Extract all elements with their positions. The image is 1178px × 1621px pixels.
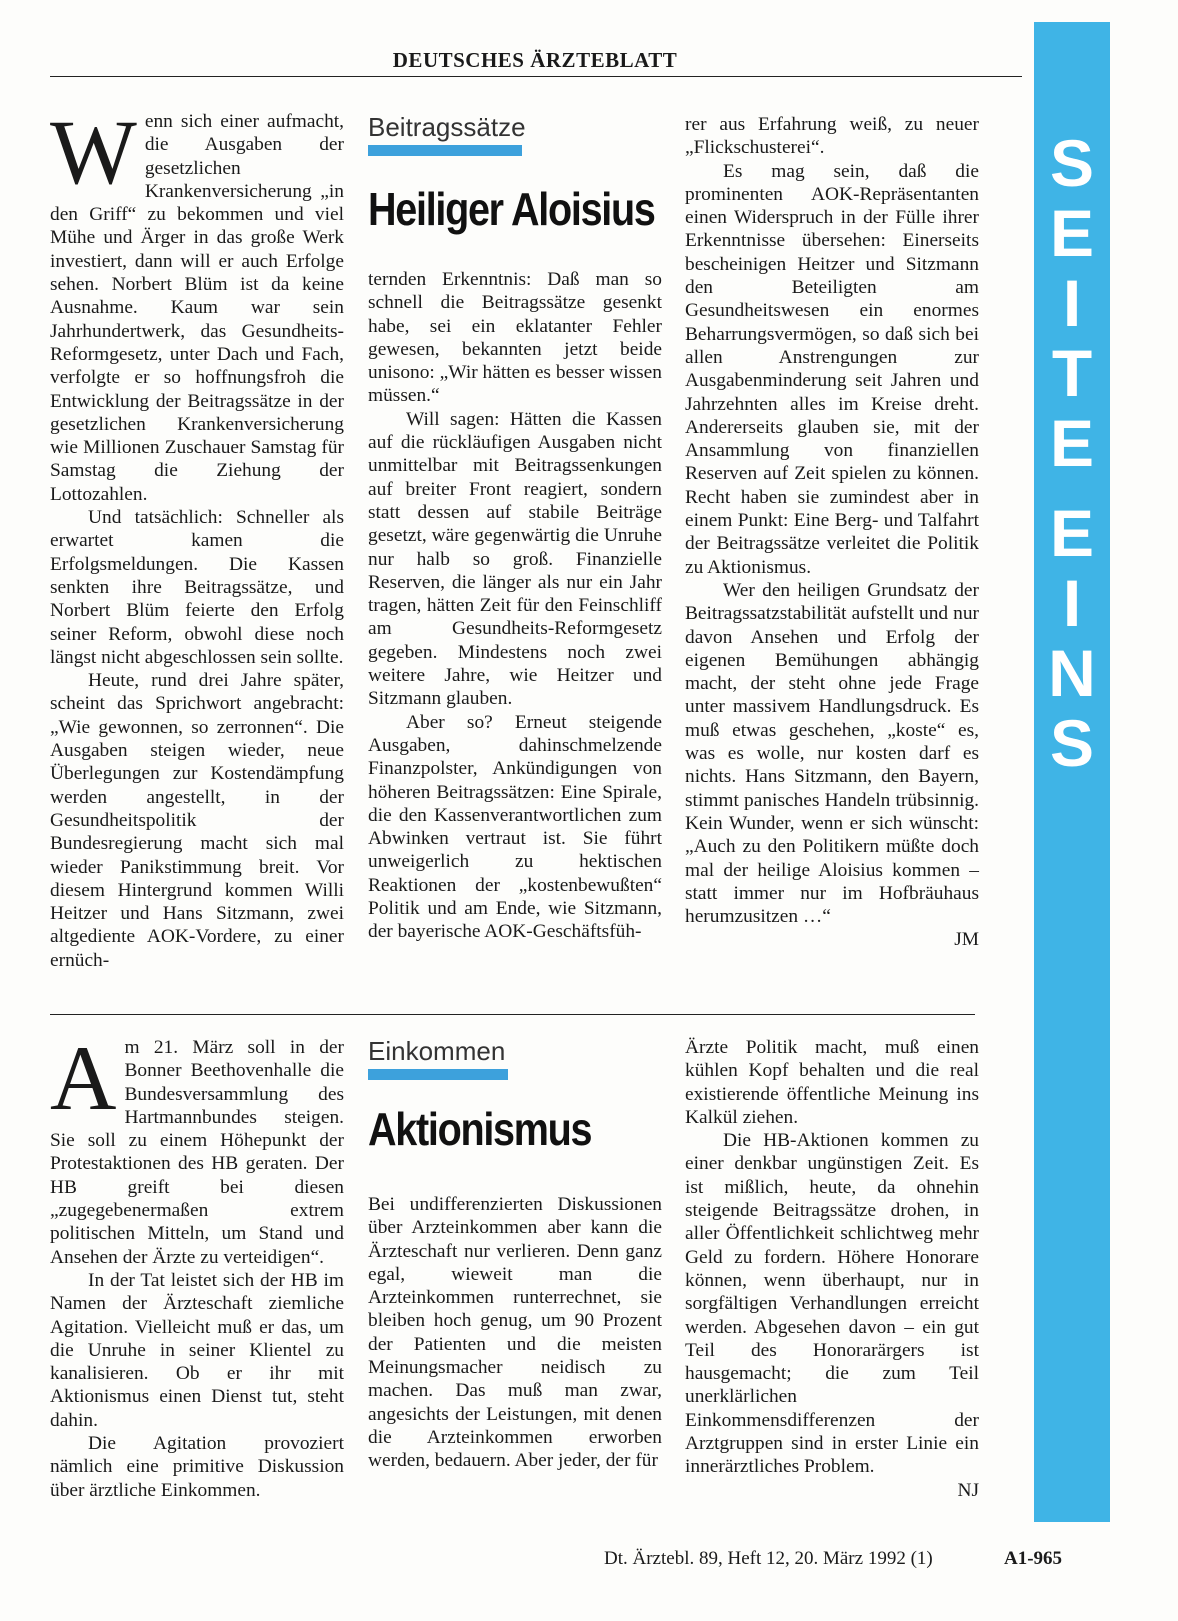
article2-dropcap: A [50, 1027, 117, 1129]
article1-col3-p3: Wer den heiligen Grundsatz der Beitragssatzstabilität aufstellt und nur davon Ansehen und Erfolg der eigenen Bemühungen abhängig macht, der steht ohne jede Frage unter massivem Handlungsdruck. Es muß etwas geschehen, „koste“ es, was es wolle, nur kosten darf es nichts. Hans Sitzmann, den Bayern, stimmt panisches Handeln trübsinnig. Kein Wunder, wenn er sich wünscht: „Auch zu den Politikern müßte doch mal der heilige Aloisius kommen – statt immer nur im Hofbräuhaus herumzusitzen …“ [685, 579, 979, 928]
sidebar-letter: N [1048, 636, 1096, 710]
article2-col2-p1: Bei undifferenzierten Diskussionen über Arzteinkommen aber kann die Ärzteschaft nur verlieren. Denn ganz egal, wieweit man die Arzteinkommen runterrechnet, sie bleiben hoch genug, um 90 Prozent der Patienten und die meisten Meinungsmacher neidisch zu machen. Das muß man zwar, angesichts der Leistungen, mit denen die Arzteinkommen erworben werden, bedauern. Aber jeder, der für [368, 1194, 662, 1472]
article1-column-1 [50, 101, 344, 972]
footer-page-number: A1-965 [1004, 1548, 1063, 1569]
sidebar-letter: E [1049, 196, 1095, 270]
sidebar-letter: E [1049, 406, 1095, 480]
sidebar-letter: E [1049, 496, 1095, 570]
article2-headline: Aktionismus [368, 1103, 592, 1155]
article1-col2-p2: Will sagen: Hätten die Kassen auf die rückläufigen Ausgaben nicht unmittelbar mit Beitragssenkungen auf breiter Front reagiert, sondern statt dessen auf stabile Beiträge gesetzt, wäre gegenwärtig die Unruhe nur halb so groß. Finanzielle Reserven, die länger als nur ein Jahr tragen, hätten Zeit für den Feinschliff am Gesundheits-Reformgesetz gegeben. Mindestens noch zwei weitere Jahre, wie Heitzer und Sitzmann glauben. [368, 408, 662, 710]
seite-eins-sidebar [1034, 22, 1110, 1522]
article2-col1-p2: In der Tat leistet sich der HB im Namen der Ärzteschaft ziemliche Agitation. Vielleicht muß er das, um die Unruhe in seiner Klientel zu kanalisieren. Ob er ihr mit Aktionismus einen Dienst tut, steht dahin. [50, 1269, 344, 1431]
article2-col1-p3: Die Agitation provoziert nämlich eine primitive Diskussion über ärztliche Einkommen. [50, 1433, 344, 1501]
article1-column-3 [685, 113, 979, 952]
article1-signature: JM [954, 929, 979, 951]
sidebar-letter: S [1049, 126, 1095, 200]
article1-col2-p1: ternden Erkenntnis: Daß man so schnell die Beitragssätze gesenkt habe, sei ein eklatanter Fehler gewesen, bekannten jetzt beide unisono: „Wir hätten es besser wissen müssen.“ [368, 269, 662, 407]
footer-citation: Dt. Ärztebl. 89, Heft 12, 20. März 1992 (1) [604, 1548, 933, 1569]
sidebar-letter: S [1049, 706, 1095, 780]
article1-col1-p2: Und tatsächlich: Schneller als erwartet kamen die Erfolgsmeldungen. Die Kassen senkten ihre Beitragssätze, und Norbert Blüm feierte den Erfolg seiner Reform, obwohl diese noch längst nicht abgeschlossen sein sollte. [50, 507, 344, 668]
article2-col1-p1: m 21. März soll in der Bonner Beethovenhalle die Bundesversammlung des Hartmannbundes steigen. Sie soll zu einem Höhepunkt der Protestaktionen des HB geraten. Der HB greift bei diesen „zugegebenermaßen extrem politischen Mitteln, um Stand und Ansehen der Ärzte zu verteidigen“. [50, 1037, 344, 1268]
journal-header: DEUTSCHES ÄRZTEBLATT [392, 48, 678, 72]
article1-col2-p3: Aber so? Erneut steigende Ausgaben, dahinschmelzende Finanzpolster, Ankündigungen von höheren Beitragssätzen: Eine Spirale, die den Kassenverantwortlichen zum Abwinken vertraut ist. Sie führt unweigerlich zu hektischen Reaktionen der „kostenbewußten“ Politik und am Ende, wie Sitzmann, der bayerische AOK-Geschäftsfüh- [368, 711, 662, 943]
article1-headline: Heiliger Aloisius [368, 183, 655, 235]
article2-col3-p1: Ärzte Politik macht, muß einen kühlen Kopf behalten und die real existierende öffentliche Meinung ins Kalkül ziehen. [685, 1037, 979, 1128]
article2-kicker: Einkommen [368, 1036, 506, 1066]
article2-col3-p2: Die HB-Aktionen kommen zu einer denkbar ungünstigen Zeit. Es ist mißlich, heute, da ohnehin steigende Beitragssätze drohen, in aller Öffentlichkeit schlichtweg mehr Geld zu fordern. Höhere Honorare können, wenn überhaupt, nur in sorgfältigen Verhandlungen erreicht werden. Abgesehen davon – ein gut Teil des Honorarärgers ist hausgemacht; die zum Teil unerklärlichen Einkommensdifferenzen der Arztgruppen sind in erster Linie ein innerärztliches Problem. [685, 1130, 979, 1478]
article2-kicker-bar [368, 1069, 508, 1080]
sidebar-letter: I [1062, 266, 1082, 340]
article1-col1-p3: Heute, rund drei Jahre später, scheint das Sprichwort angebracht: „Wie gewonnen, so zerronnen“. Die Ausgaben steigen wieder, neue Überlegungen zur Kostendämpfung werden angestellt, in der Gesundheitspolitik der Bundesregierung macht sich mal wieder Panikstimmung breit. Vor diesem Hintergrund kommen Willi Heitzer und Hans Sitzmann, zwei altgediente AOK-Vordere, zu einer ernüch- [50, 670, 344, 971]
article2-column-2 [368, 1193, 662, 1473]
article1-column-2 [368, 268, 662, 944]
article1-col1-p1: enn sich einer aufmacht, die Ausgaben der gesetzlichen Krankenversicherung „in den Griff“ zu bekommen und viel Mühe und Ärger in das große Werk investiert, dann will er auch Erfolge sehen. Norbert Blüm ist da keine Ausnahme. Kaum war sein Jahrhundertwerk, das Gesundheits-Reformgesetz, unter Dach und Fach, verfolgte er so hoffnungsfroh die Entwicklung der Beitragssätze in der gesetzlichen Krankenversicherung wie Millionen Zuschauer Samstag für Samstag die Ziehung der Lottozahlen. [50, 111, 344, 505]
article2-signature: NJ [957, 1479, 979, 1501]
header-rule [50, 76, 1022, 77]
article-divider [50, 1014, 975, 1015]
article1-dropcap: W [50, 101, 137, 203]
article1-kicker: Beitragssätze [368, 112, 526, 142]
article2-column-3 [685, 1036, 979, 1502]
article2-column-1 [50, 1027, 344, 1502]
article1-kicker-bar [368, 145, 522, 156]
article1-col3-p2: Es mag sein, daß die prominenten AOK-Repräsentanten einen Widerspruch in der Fülle ihrer Erkenntnisse übersehen: Einerseits bescheinigen Heitzer und Sitzmann den Beteiligten am Gesundheitswesen ein enormes Beharrungsvermögen, so daß sich bei allen Anstrengungen zur Ausgabenminderung seit Jahren und Jahrzehnten alles im Kreise dreht. Andererseits glauben sie, mit der Ansammlung von finanziellen Reserven auf Zeit spielen zu können. Recht haben sie zumindest aber in einem Punkt: Eine Berg- und Talfahrt der Beitragssätze verleitet die Politik zu Aktionismus. [685, 160, 979, 578]
sidebar-letter: T [1051, 336, 1093, 410]
article1-col3-p1: rer aus Erfahrung weiß, zu neuer „Flickschusterei“. [685, 114, 979, 159]
sidebar-letter: I [1062, 566, 1082, 640]
